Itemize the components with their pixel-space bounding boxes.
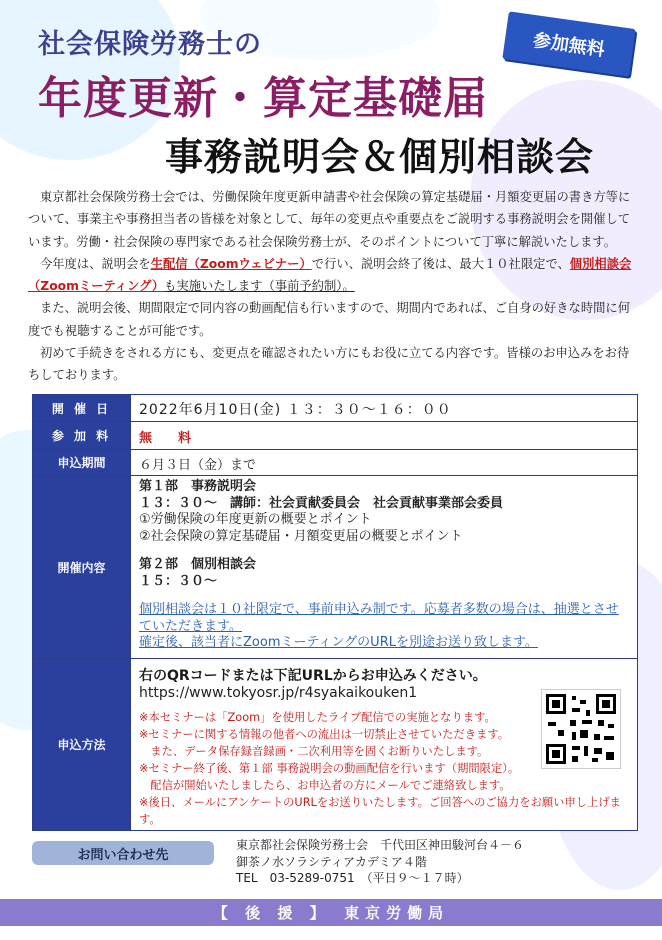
apply-label: 申込方法 xyxy=(33,659,131,831)
info-table xyxy=(32,394,638,831)
zoom-url-note: 確定後、該当者にZoomミーティングのURLを別途お送り致します。 xyxy=(139,635,538,650)
intro-highlight: 生配信（Zoomウェビナー） xyxy=(150,256,312,271)
intro-paragraph: また、説明会後、期間限定で同内容の動画配信も行いますので、期間内であれば、ご自身の好きな時間に何度でも視聴することが可能です。 xyxy=(28,301,631,338)
intro-text xyxy=(28,186,638,387)
free-badge: 参加無料 xyxy=(502,11,635,76)
consultation-note: 個別相談会は１０社限定で、事前申込み制です。応募者多数の場合は、抽選とさせていただきます。 xyxy=(139,602,619,634)
content-label: 開催内容 xyxy=(33,476,131,659)
intro-text-span: 今年度は、説明会を xyxy=(40,256,151,271)
contact-button: お問い合わせ先 xyxy=(32,841,214,865)
table-row xyxy=(33,450,638,476)
deadline-label: 申込期間 xyxy=(33,450,131,476)
title-line3: 事務説明会＆個別相談会 xyxy=(165,135,595,179)
contact-line: 御茶ノ水ソラシティアカデミア４階 xyxy=(236,854,427,869)
contact-line: 東京都社会保険労務士会 千代田区神田駿河台４－６ xyxy=(236,838,525,852)
apply-note: ※セミナー終了後、第１部 事務説明会の動画配信を行います（期間限定）。 xyxy=(139,762,520,775)
table-row xyxy=(33,422,638,450)
part1-item: ①労働保険の年度更新の概要とポイント xyxy=(139,512,372,527)
content-value xyxy=(131,476,638,659)
apply-note: 配信が開始いたしましたら、お申込者の方にメールでご連絡致します。 xyxy=(139,779,511,792)
qr-code-graphic xyxy=(542,690,620,768)
part2-title: 第２部 個別相談会 xyxy=(139,557,257,572)
table-row xyxy=(33,476,638,659)
intro-highlight: 個別相談会（Zoomミーティング） xyxy=(28,256,632,294)
contact-line: TEL 03-5289-0751 （平日９～１７時） xyxy=(236,871,469,885)
apply-note: ※後日、メールにアンケートのURLをお送りいたします。ご回答へのご協力をお願い申し上げます。 xyxy=(139,796,621,826)
date-value: 2022年6月10日(金) １３：３０～１６：００ xyxy=(131,395,638,422)
qr-code-icon[interactable] xyxy=(541,689,621,769)
apply-heading: 右のQRコードまたは下記URLからお申込みください。 xyxy=(139,668,487,684)
part1-item: ②社会保険の算定基礎届・月額変更届の概要とポイント xyxy=(139,528,463,544)
intro-paragraph: 東京都社会保険労務士会では、労働保険年度更新申請書や社会保険の算定基礎届・月額変更届の書き方等について、事業主や事務担当者の皆様を対象として、毎年の変更点や重要点をご説明する事務説明会を開催しています。労働・社会保険の専門家である社会保険労務士が、そのポイントについて丁寧に解説いたします。 xyxy=(28,190,631,249)
intro-text-span: も実施いたします（事前予約制）。 xyxy=(164,279,355,294)
title-separator: ・ xyxy=(218,73,263,124)
contact-info xyxy=(236,837,524,887)
title-line1: 社会保険労務士の xyxy=(38,29,262,60)
apply-note: ※セミナーに関する情報の他者への流出は一切禁止させていただきます。 xyxy=(139,728,510,741)
fee-label: 参 加 料 xyxy=(33,422,131,450)
table-row xyxy=(33,395,638,422)
apply-url[interactable]: https://www.tokyosr.jp/r4syakaikouken1 xyxy=(139,685,418,701)
title-nendo: 年度更新 xyxy=(38,73,218,124)
spacer xyxy=(139,545,629,557)
title-santei: 算定基礎届 xyxy=(263,73,488,124)
part2-time: １５：３０～ xyxy=(139,573,218,589)
apply-note: ※本セミナーは「Zoom」を使用したライブ配信での実施となります。 xyxy=(139,711,496,724)
intro-text-span: で行い、説明会終了後は、最大１０社限定で、 xyxy=(311,256,570,271)
intro-paragraph xyxy=(28,253,638,298)
apply-note: また、データ保存録音録画・二次利用等を固くお断りいたします。 xyxy=(139,745,489,758)
spacer xyxy=(139,590,629,602)
apply-value xyxy=(131,659,638,831)
deadline-value: ６月３日（金）まで xyxy=(131,450,638,476)
footer-banner: 【 後 援 】 東京労働局 xyxy=(0,899,662,926)
fee-value: 無 料 xyxy=(131,422,638,450)
table-row xyxy=(33,659,638,831)
part1-time: １３：３０～ 講師：社会貢献委員会 社会貢献事業部会委員 xyxy=(139,495,504,511)
date-label: 開 催 日 xyxy=(33,395,131,422)
part1-title: 第１部 事務説明会 xyxy=(139,479,257,494)
intro-paragraph: 初めて手続きをされる方にも、変更点を確認されたい方にもお役に立てる内容です。皆様のお申込みをお待ちしております。 xyxy=(28,346,630,383)
title-line2 xyxy=(38,62,488,126)
